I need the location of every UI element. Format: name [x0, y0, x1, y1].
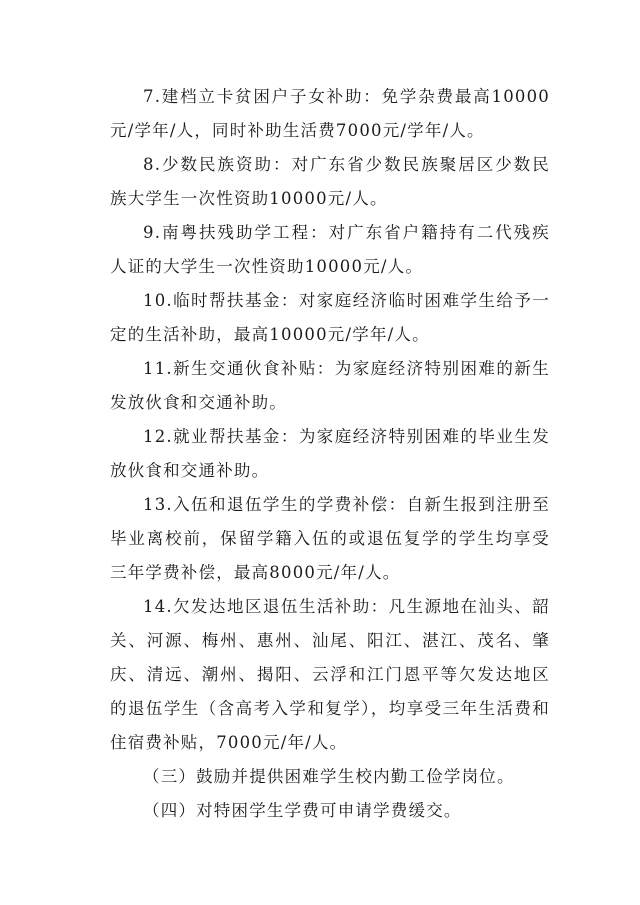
document-body — [110, 80, 550, 828]
paragraph-item-9: 9.南粤扶残助学工程：对广东省户籍持有二代残疾人证的大学生一次性资助10000元/人。 — [110, 223, 550, 276]
paragraph-item-8: 8.少数民族资助：对广东省少数民族聚居区少数民族大学生一次性资助10000元/人。 — [110, 155, 550, 208]
paragraph-item-14: 14.欠发达地区退伍生活补助：凡生源地在汕头、韶关、河源、梅州、惠州、汕尾、阳江、湛江、茂名、肇庆、清远、潮州、揭阳、云浮和江门恩平等欠发达地区的退伍学生（含高考入学和复学），均享受三年生活费和住宿费补贴，7000元/年/人。 — [110, 597, 550, 752]
paragraph-item-10: 10.临时帮扶基金：对家庭经济临时困难学生给予一定的生活补助，最高10000元/学年/人。 — [110, 291, 550, 344]
paragraph-item-7: 7.建档立卡贫困户子女补助：免学杂费最高10000元/学年/人，同时补助生活费7000元/学年/人。 — [110, 87, 550, 140]
paragraph-item-13: 13.入伍和退伍学生的学费补偿：自新生报到注册至毕业离校前，保留学籍入伍的或退伍复学的学生均享受三年学费补偿，最高8000元/年/人。 — [110, 495, 550, 582]
section-item-3: （三）鼓励并提供困难学生校内勤工俭学岗位。 — [143, 767, 515, 786]
paragraph-item-11: 11.新生交通伙食补贴：为家庭经济特别困难的新生发放伙食和交通补助。 — [110, 359, 550, 412]
paragraph-item-12: 12.就业帮扶基金：为家庭经济特别困难的毕业生发放伙食和交通补助。 — [110, 427, 550, 480]
section-item-4: （四）对特困学生学费可申请学费缓交。 — [143, 801, 462, 820]
